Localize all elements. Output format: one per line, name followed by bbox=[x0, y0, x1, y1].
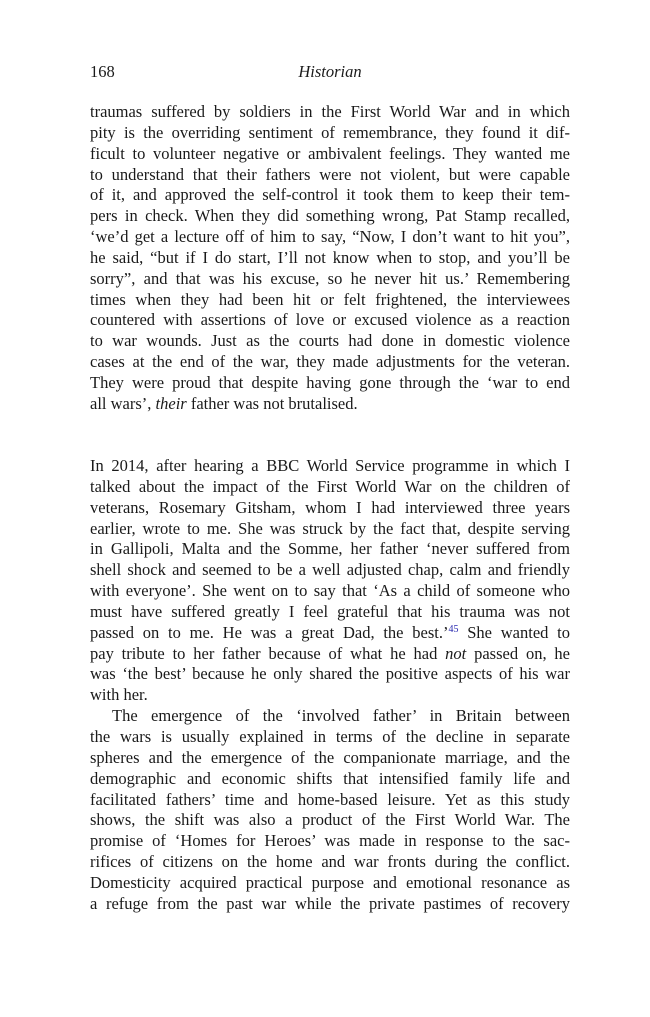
paragraph-letter bbox=[90, 456, 570, 706]
text-line: promise of ‘Homes for Heroes’ was made in response to the sac- bbox=[90, 831, 570, 851]
text-line: shell shock and seemed to be a well adjusted chap, calm and friendly bbox=[90, 560, 570, 580]
text-line: with everyone’. She went on to say that ‘As a child of someone who bbox=[90, 581, 570, 601]
text-line: countered with assertions of love or excused violence as a reaction bbox=[90, 310, 570, 330]
text-segment: passed on, he bbox=[466, 643, 570, 663]
text-line: They were proud that despite having gone through the ‘war to end bbox=[90, 372, 570, 392]
text-line: was ‘the best’ because he only shared the positive aspects of his war bbox=[90, 664, 570, 684]
running-head: Historian bbox=[298, 62, 362, 81]
text-line: The emergence of the ‘involved father’ in Britain between bbox=[112, 706, 570, 726]
text-line: sorry”, and that was his excuse, so he never hit us.’ Remembering bbox=[90, 268, 570, 288]
footnote-reference[interactable]: 45 bbox=[448, 623, 459, 635]
emphasis-text: not bbox=[445, 643, 467, 663]
paragraph-involved-father bbox=[90, 706, 570, 914]
text-segment: She wanted to bbox=[458, 622, 571, 642]
text-line: shows, the shift was also a product of the First World War. The bbox=[90, 810, 570, 830]
text-line bbox=[90, 644, 570, 665]
emphasis-text: their bbox=[155, 393, 187, 413]
text-line: demographic and economic shifts that intensified family life and bbox=[90, 768, 570, 788]
text-block-continuation bbox=[90, 102, 570, 415]
text-line: with her. bbox=[90, 685, 148, 705]
text-line: facilitated fathers’ time and home-based leisure. Yet as this study bbox=[90, 789, 570, 809]
text-line: In 2014, after hearing a BBC World Service programme in which I bbox=[90, 456, 570, 475]
text-line: to understand that their fathers were not violent, but were capable bbox=[90, 164, 570, 184]
text-segment: passed on to me. He was a great Dad, the best.’ bbox=[90, 622, 449, 642]
text-line: Domesticity acquired practical purpose and emotional resonance as bbox=[90, 872, 570, 892]
text-line: of it, and approved the self-control it took them to keep their tem- bbox=[90, 185, 570, 205]
text-line: he said, “but if I do start, I’ll not know when to stop, and you’ll be bbox=[90, 247, 570, 267]
text-line: must have suffered greatly I feel grateful that his trauma was not bbox=[90, 601, 570, 621]
text-line: veterans, Rosemary Gitsham, whom I had interviewed three years bbox=[90, 497, 570, 517]
text-segment: pay tribute to her father because of what he had bbox=[90, 643, 446, 663]
text-block-section bbox=[90, 456, 570, 915]
text-line: pity is the overriding sentiment of remembrance, they found it dif- bbox=[90, 122, 570, 142]
page-header bbox=[90, 62, 570, 84]
text-line: spheres and the emergence of the companionate marriage, and the bbox=[90, 747, 570, 767]
text-segment: all wars’, bbox=[90, 393, 156, 413]
text-line: talked about the impact of the First World War on the children of bbox=[90, 476, 570, 496]
text-line: pers in check. When they did something wrong, Pat Stamp recalled, bbox=[90, 206, 570, 226]
text-segment: father was not brutalised. bbox=[186, 393, 358, 413]
text-line: ficult to volunteer negative or ambivalent feelings. They wanted me bbox=[90, 143, 570, 163]
text-line: in Gallipoli, Malta and the Somme, her father ‘never suffered from bbox=[90, 539, 570, 559]
text-line bbox=[90, 623, 570, 644]
text-line: the wars is usually explained in terms of the decline in separate bbox=[90, 726, 570, 746]
page-number: 168 bbox=[90, 62, 115, 81]
text-line: earlier, wrote to me. She was struck by the fact that, despite serving bbox=[90, 518, 570, 538]
text-line: traumas suffered by soldiers in the First World War and in which bbox=[90, 102, 570, 121]
text-line: times when they had been hit or felt frightened, the interviewees bbox=[90, 289, 570, 309]
text-line: rifices of citizens on the home and war fronts during the conflict. bbox=[90, 852, 570, 872]
text-line: a refuge from the past war while the private pastimes of recovery bbox=[90, 893, 570, 913]
text-line: ‘we’d get a lecture off of him to say, “Now, I don’t want to hit you”, bbox=[90, 227, 570, 247]
text-line bbox=[90, 394, 570, 415]
paragraph-continued bbox=[90, 102, 570, 415]
text-line: cases at the end of the war, they made adjustments for the veteran. bbox=[90, 352, 570, 372]
text-line: to war wounds. Just as the courts had done in domestic violence bbox=[90, 331, 570, 351]
